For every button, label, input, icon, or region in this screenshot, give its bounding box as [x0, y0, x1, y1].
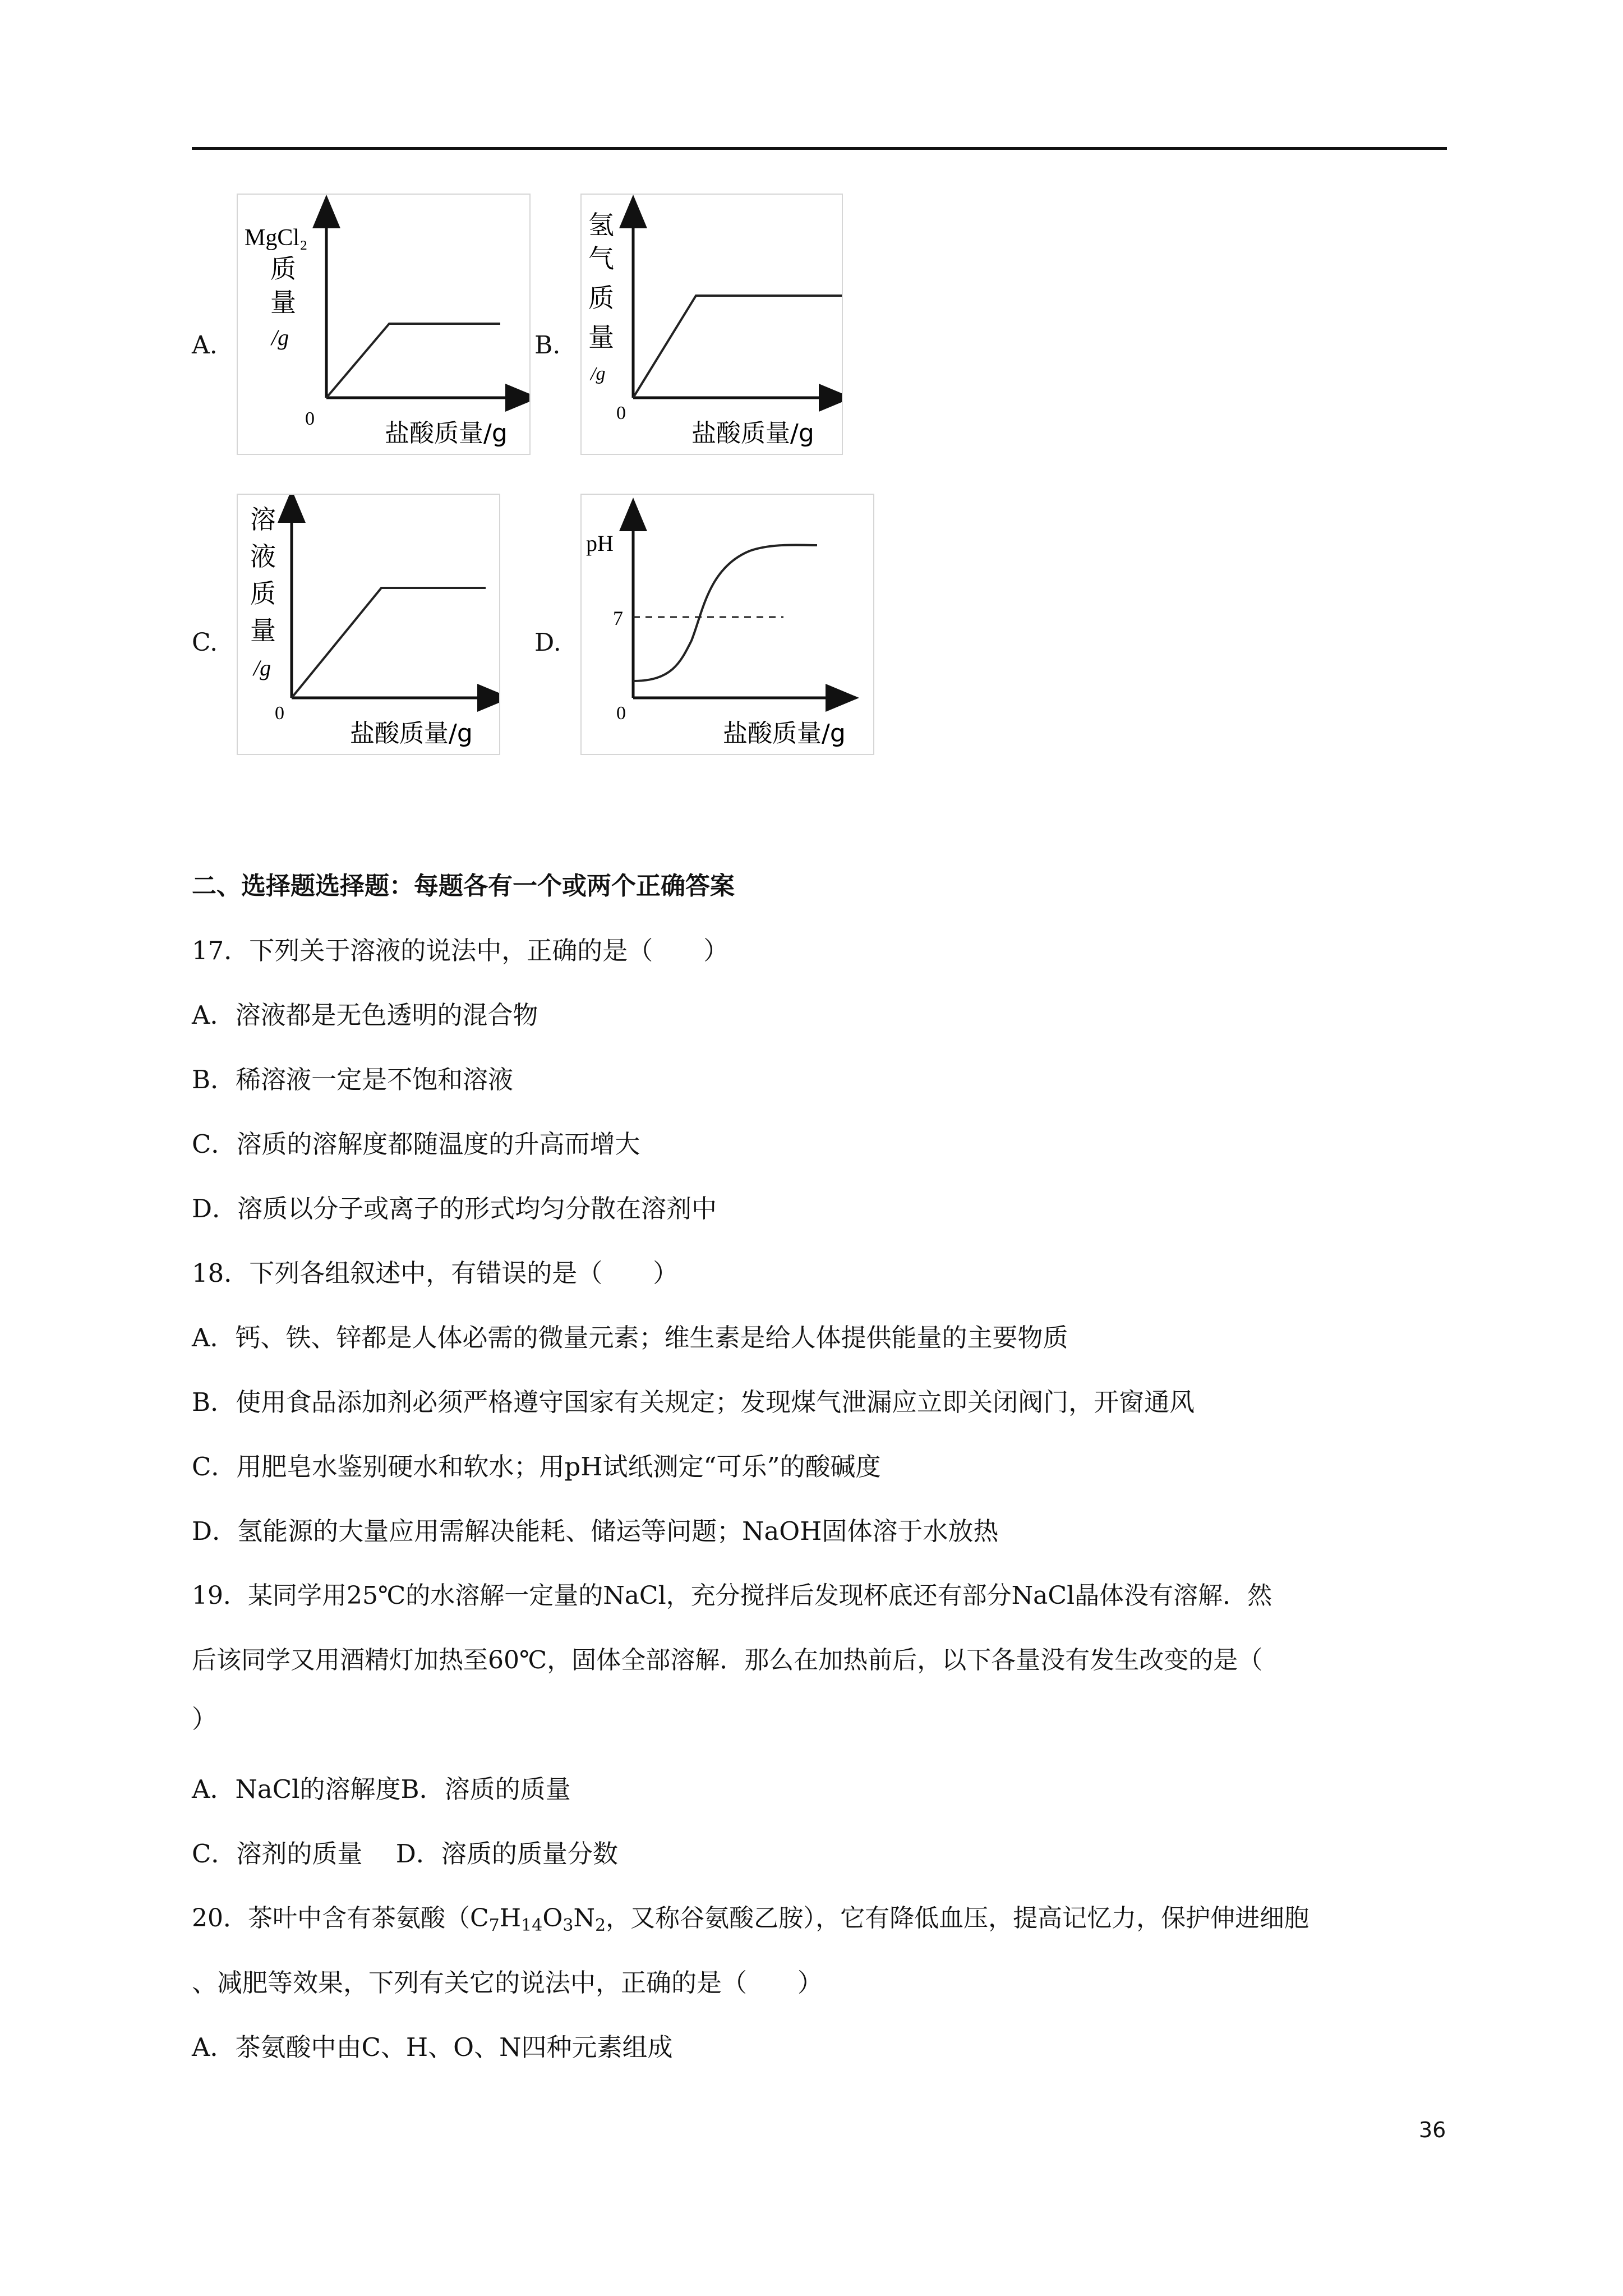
q19-stem-line-3: ） — [192, 1704, 218, 1734]
q18-stem: 18．下列各组叙述中，有错误的是（ ） — [192, 1258, 679, 1288]
figure-b-ylabel-4: 量 — [588, 322, 614, 352]
figure-b-origin: 0 — [616, 403, 626, 424]
q19-stem-line-1: 19．某同学用25℃的水溶解一定量的NaCl，充分搅拌后发现杯底还有部分NaCl晶体没有溶解．然 — [192, 1581, 1272, 1610]
figure-b — [580, 194, 843, 455]
header-rule — [192, 147, 1447, 150]
figure-d-ylabel: pH — [586, 531, 614, 556]
figure-b-ylabel-2: 气 — [588, 243, 614, 274]
figure-a-ylabel-1: MgCl₂ — [245, 225, 308, 251]
q20-option-a: A．茶氨酸中由C、H、O、N四种元素组成 — [192, 2032, 673, 2062]
q17-option-a: A．溶液都是无色透明的混合物 — [192, 1000, 538, 1030]
q19-stem-line-2: 后该同学又用酒精灯加热至60℃，固体全部溶解．那么在加热前后，以下各量没有发生改变的是（ — [192, 1646, 1263, 1674]
section-heading: 二、选择题选择题：每题各有一个或两个正确答案 — [192, 872, 735, 900]
figure-d-origin: 0 — [616, 703, 626, 724]
figure-c-ylabel-3: 质 — [250, 578, 276, 609]
figure-a-xlabel: 盐酸质量/g — [385, 419, 508, 448]
q19-options-line-2: C．溶剂的质量 D．溶质的质量分数 — [192, 1839, 618, 1869]
q18-option-a: A．钙、铁、锌都是人体必需的微量元素；维生素是给人体提供能量的主要物质 — [192, 1323, 1068, 1352]
q17-stem: 17．下列关于溶液的说法中，正确的是（ ） — [192, 936, 729, 965]
figure-a-ylabel-2: 质 — [270, 254, 296, 284]
q20-n: N — [573, 1904, 595, 1932]
option-a-label: A. — [192, 331, 218, 360]
figure-b-ylabel-5: /g — [591, 364, 606, 384]
q20-sub-c: 7 — [488, 1916, 500, 1935]
figure-d-graph — [582, 495, 873, 754]
figure-a — [237, 194, 531, 455]
q17-option-d: D．溶质以分子或离子的形式均匀分散在溶剂中 — [192, 1194, 717, 1223]
figure-d-xlabel: 盐酸质量/g — [723, 719, 846, 748]
figure-c-xlabel: 盐酸质量/g — [350, 719, 473, 748]
q20-sub-n: 2 — [594, 1916, 606, 1935]
option-d-label: D. — [534, 628, 561, 657]
figure-b-graph — [582, 195, 842, 454]
figure-c-graph — [238, 495, 499, 754]
q19-options-line-1: A．NaCl的溶解度B．溶质的质量 — [192, 1774, 571, 1804]
figure-c-ylabel-2: 液 — [250, 541, 276, 572]
q18-option-d: D．氢能源的大量应用需解决能耗、储运等问题；NaOH固体溶于水放热 — [192, 1516, 999, 1546]
figure-d-ref-7: 7 — [613, 607, 623, 629]
q20-sub-o: 3 — [562, 1916, 574, 1935]
q18-option-c: C．用肥皂水鉴别硬水和软水；用pH试纸测定“可乐”的酸碱度 — [192, 1452, 881, 1481]
figure-c-ylabel-1: 溶 — [250, 504, 276, 535]
q20-stem-line-1 — [192, 1902, 1309, 1935]
q18-option-b: B．使用食品添加剂必须严格遵守国家有关规定；发现煤气泄漏应立即关闭阀门，开窗通风 — [192, 1387, 1195, 1417]
figure-a-ylabel-4: /g — [271, 325, 289, 350]
figure-c — [237, 494, 500, 755]
figure-c-origin: 0 — [275, 703, 284, 724]
q20-sub-h: 14 — [521, 1916, 543, 1935]
figure-b-ylabel-1: 氢 — [588, 210, 614, 240]
figure-a-origin: 0 — [305, 408, 315, 429]
option-b-label: B. — [534, 331, 561, 360]
option-c-label: C. — [192, 628, 218, 657]
figure-c-ylabel-4: 量 — [250, 615, 276, 646]
figure-a-graph — [238, 195, 529, 454]
figure-a-ylabel-3: 量 — [270, 287, 296, 318]
q20-stem-pre: 20．茶叶中含有茶氨酸（C — [192, 1904, 489, 1932]
figure-d — [580, 494, 874, 755]
q20-stem-line-2: 、减肥等效果，下列有关它的说法中，正确的是（ ） — [192, 1968, 823, 1998]
q20-o: O — [542, 1904, 563, 1932]
q17-option-c: C．溶质的溶解度都随温度的升高而增大 — [192, 1129, 640, 1159]
figure-b-xlabel: 盐酸质量/g — [691, 419, 814, 448]
figure-c-ylabel-5: /g — [253, 655, 271, 680]
q17-option-b: B．稀溶液一定是不饱和溶液 — [192, 1065, 514, 1094]
q20-h: H — [499, 1904, 522, 1932]
q20-stem-post: ，又称谷氨酸乙胺），它有降低血压，提高记忆力，保护伸进细胞 — [606, 1904, 1310, 1932]
page-number: 36 — [1419, 2118, 1446, 2142]
figure-b-ylabel-3: 质 — [588, 283, 614, 313]
